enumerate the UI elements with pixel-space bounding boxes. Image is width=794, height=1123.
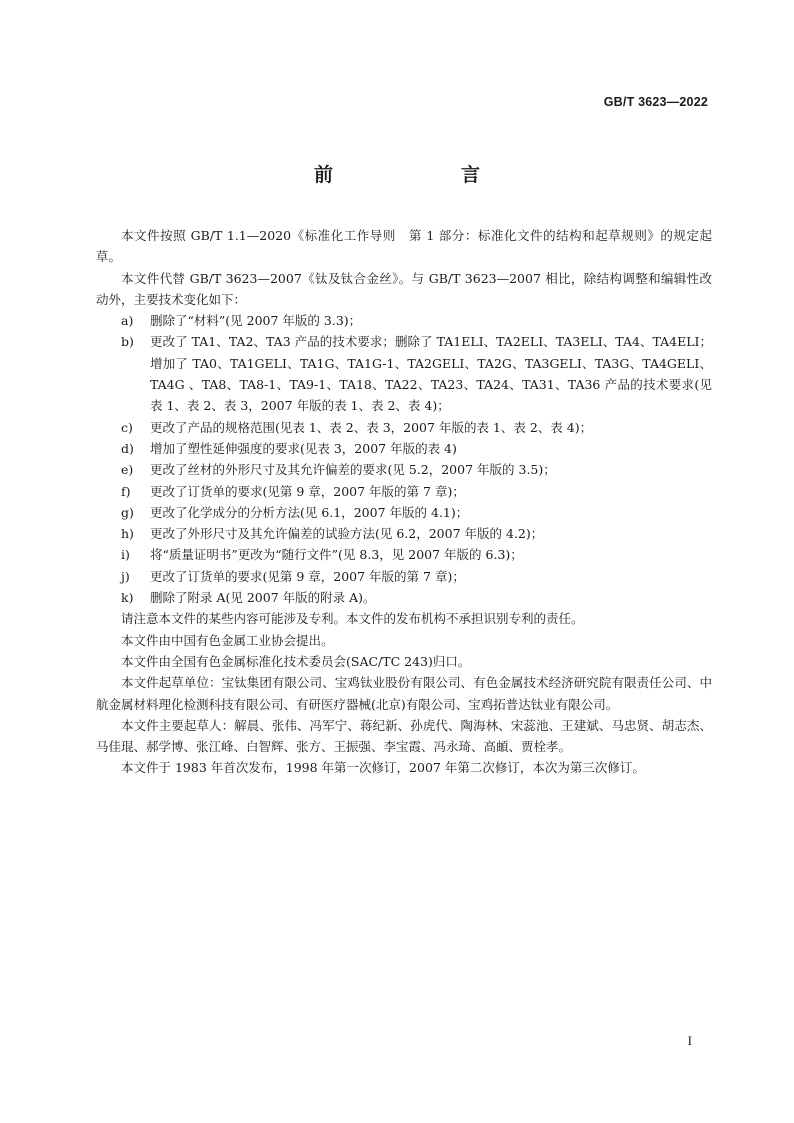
list-item	[96, 587, 712, 608]
list-item	[96, 310, 712, 331]
list-marker: c)	[121, 419, 133, 435]
list-marker: e)	[121, 462, 134, 478]
change-list	[96, 310, 712, 608]
list-marker: g)	[121, 504, 134, 520]
list-item	[96, 417, 712, 438]
intro-paragraph: 本文件按照 GB/T 1.1—2020《标准化工作导则 第 1 部分：标准化文件的结构和起草规则》的规定起草。	[96, 228, 712, 265]
list-item-text: 更改了订货单的要求(见第 9 章，2007 年版的第 7 章)；	[150, 483, 465, 499]
page-number: I	[687, 1033, 692, 1048]
list-marker: j)	[121, 568, 130, 584]
proposer-statement: 本文件由中国有色金属工业协会提出。	[121, 632, 334, 648]
list-item	[96, 459, 712, 480]
list-item	[96, 544, 712, 565]
list-marker: f)	[121, 483, 131, 499]
page-title: 前 言	[313, 164, 510, 186]
list-item	[96, 481, 712, 502]
list-item	[96, 566, 712, 587]
list-item-text: 更改了化学成分的分析方法(见 6.1，2007 年版的 4.1)；	[150, 504, 469, 520]
intro-paragraph: 本文件代替 GB/T 3623—2007《钛及钛合金丝》。与 GB/T 3623—2007 相比，除结构调整和编辑性改动外，主要技术变化如下：	[96, 270, 712, 307]
drafting-organizations: 本文件起草单位：宝钛集团有限公司、宝鸡钛业股份有限公司、有色金属技术经济研究院有限责任公司、中航金属材料理化检测科技有限公司、有研医疗器械(北京)有限公司、宝鸡拓普达钛业有限公司。	[96, 675, 712, 712]
list-item-text: 将“质量证明书”更改为“随行文件”(见 8.3，见 2007 年版的 6.3)；	[150, 547, 523, 563]
committee-statement: 本文件由全国有色金属标准化技术委员会(SAC/TC 243)归口。	[121, 653, 471, 669]
revision-history: 本文件于 1983 年首次发布，1998 年第一次修订，2007 年第二次修订，本次为第三次修订。	[121, 760, 645, 776]
list-marker: i)	[121, 547, 130, 563]
list-item	[96, 502, 712, 523]
patent-notice: 请注意本文件的某些内容可能涉及专利。本文件的发布机构不承担识别专利的责任。	[121, 611, 584, 627]
list-item-text: 删除了“材料”(见 2007 年版的 3.3)；	[150, 313, 362, 329]
list-marker: h)	[121, 526, 134, 542]
drafters: 本文件主要起草人：解晨、张伟、冯军宁、蒋纪新、孙虎代、陶海林、宋蕊池、王建斌、马忠贤、胡志杰、马佳琨、郝学博、张江峰、白智辉、张方、王振强、李宝霞、冯永琦、高頔、贾栓孝。	[96, 717, 712, 755]
foreword-body	[96, 225, 712, 779]
standard-code: GB/T 3623—2022	[603, 95, 708, 109]
list-marker: d)	[121, 440, 134, 456]
list-item-text: 更改了丝材的外形尺寸及其允许偏差的要求(见 5.2，2007 年版的 3.5)；	[150, 462, 556, 478]
list-item-text: 增加了塑性延伸强度的要求(见表 3，2007 年版的表 4)	[150, 440, 457, 456]
list-item-text: 更改了产品的规格范围(见表 1、表 2、表 3，2007 年版的表 1、表 2、表 4)；	[150, 419, 593, 435]
list-item-text: 更改了 TA1、TA2、TA3 产品的技术要求；删除了 TA1ELI、TA2ELI、TA3ELI、TA4、TA4ELI；增加了 TA0、TA1GELI、TA1G、TA1G-1、TA2GELI、TA2G、TA3GELI、TA3G、TA4GELI、TA4G 、TA8、TA8-1、TA9-1、TA18、TA22、TA23、TA24、TA31、TA36 产品的技术要求(见表 1、表 2、表 3，2007 年版的表 1、表 2、表 4)；	[150, 334, 712, 414]
list-marker: a)	[121, 313, 134, 329]
list-item	[96, 438, 712, 459]
list-item	[96, 523, 712, 544]
list-item-text: 更改了外形尺寸及其允许偏差的试验方法(见 6.2，2007 年版的 4.2)；	[150, 526, 544, 542]
list-item	[96, 331, 712, 416]
list-item-text: 更改了订货单的要求(见第 9 章，2007 年版的第 7 章)；	[150, 568, 465, 584]
list-item-text: 删除了附录 A(见 2007 年版的附录 A)。	[150, 590, 376, 606]
list-marker: k)	[121, 590, 134, 606]
list-marker: b)	[121, 334, 134, 350]
